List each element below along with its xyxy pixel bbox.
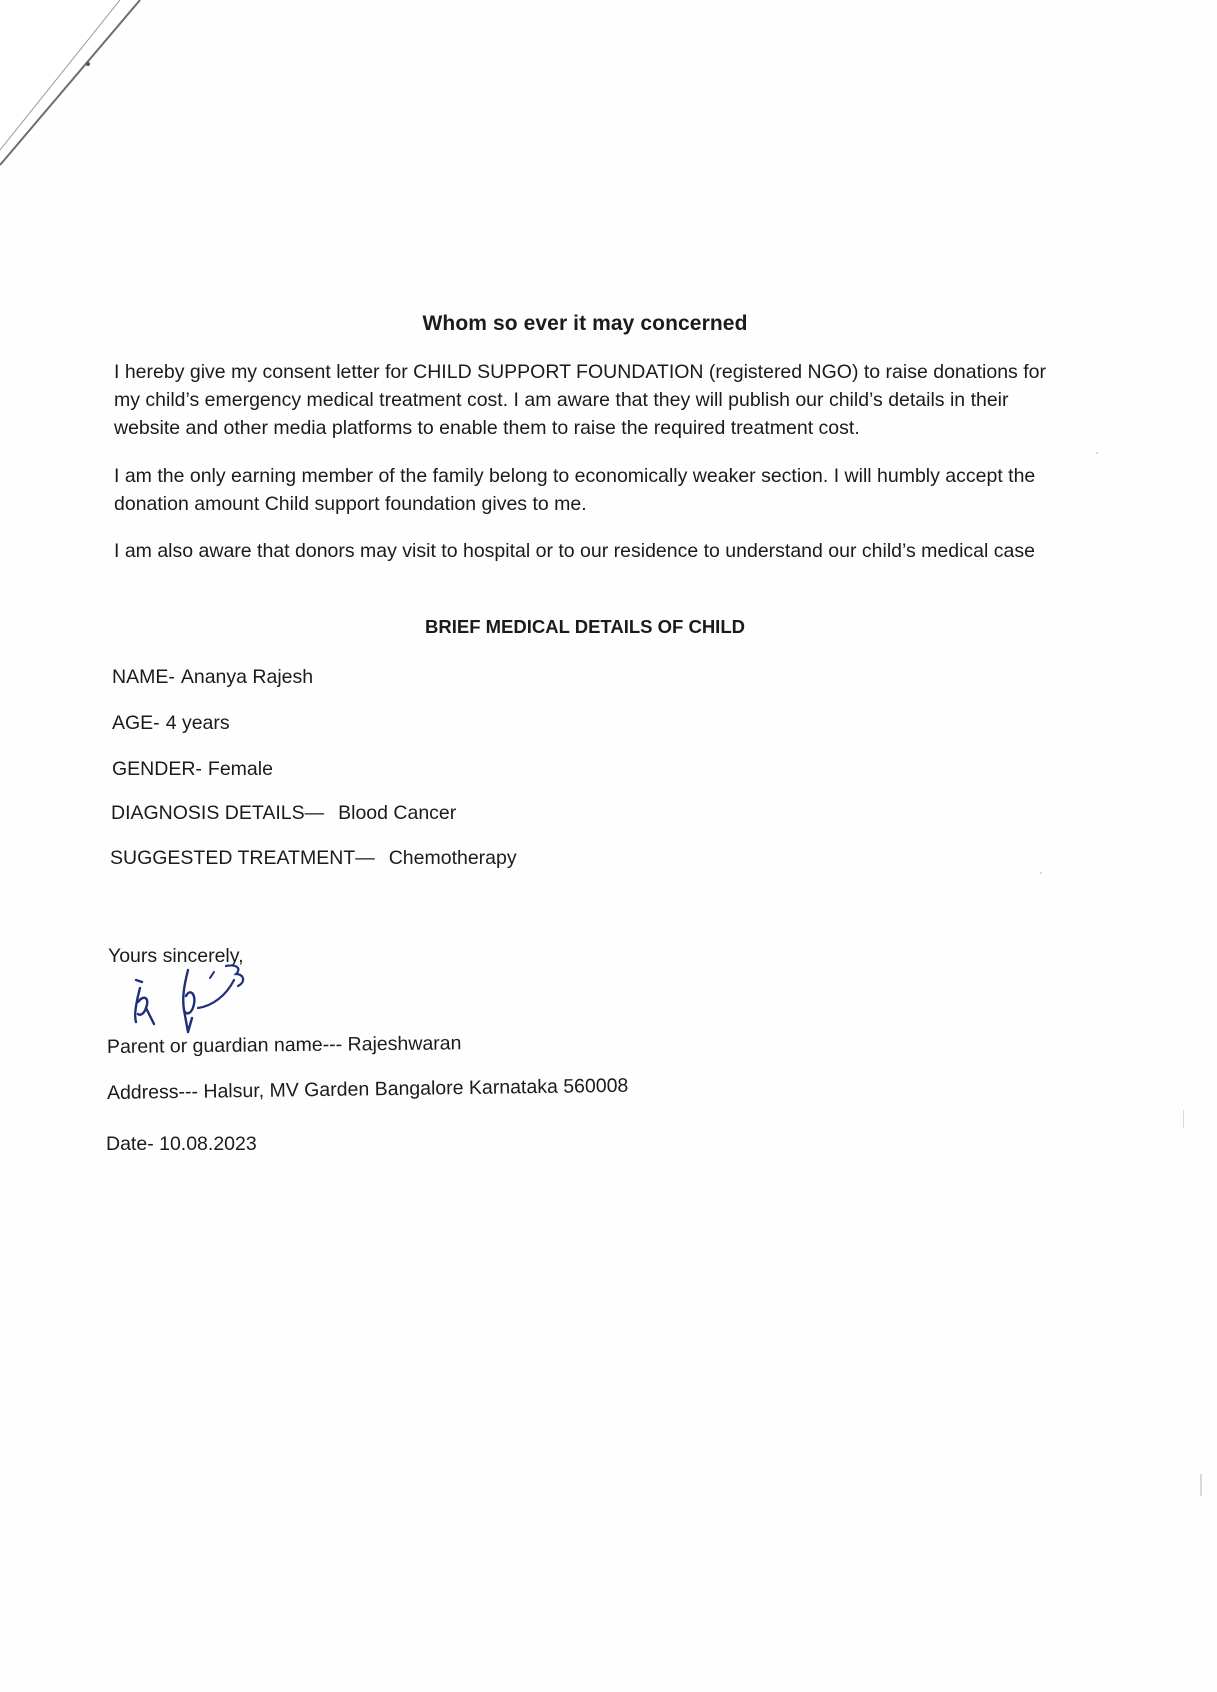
detail-treatment-label: SUGGESTED TREATMENT— [110, 847, 375, 869]
detail-diagnosis-value: Blood Cancer [338, 802, 457, 824]
detail-treatment-value: Chemotherapy [388, 847, 517, 869]
letter-heading: Whom so ever it may concerned [422, 312, 748, 335]
scan-speck [1040, 872, 1042, 874]
detail-diagnosis-label: DIAGNOSIS DETAILS— [111, 802, 325, 824]
signature-stroke [183, 970, 194, 1032]
detail-name-value: Ananya Rajesh [180, 666, 314, 688]
detail-age-value: 4 years [165, 712, 230, 734]
detail-diagnosis [111, 802, 456, 825]
paper-corner-fold [0, 0, 160, 180]
signature-stroke [210, 972, 214, 978]
detail-age [112, 712, 230, 735]
scan-speck [1096, 452, 1098, 454]
detail-gender-label: GENDER- [112, 758, 202, 780]
medical-details-heading: BRIEF MEDICAL DETAILS OF CHILD [425, 616, 745, 637]
economic-status-paragraph: I am the only earning member of the family belong to economically weaker section. I will humbly accept the donation amount Child support foundation gives to me. [114, 465, 1036, 515]
scan-speck [1183, 1110, 1184, 1128]
signature-stroke [135, 980, 154, 1024]
detail-name [112, 666, 313, 689]
scan-speck [1200, 1474, 1202, 1496]
letter-date: Date- 10.08.2023 [106, 1133, 257, 1155]
detail-gender-value: Female [207, 758, 273, 780]
handwritten-signature [126, 958, 266, 1040]
signature-stroke [198, 965, 243, 1008]
guardian-address: Address--- Halsur, MV Garden Bangalore Karnataka 560008 [106, 1074, 629, 1104]
donor-visit-paragraph: I am also aware that donors may visit to hospital or to our residence to understand our child’s medical case [114, 540, 1035, 562]
closing-salutation: Yours sincerely, [108, 945, 244, 967]
guardian-name: Parent or guardian name--- Rajeshwaran [106, 1032, 462, 1058]
consent-paragraph: I hereby give my consent letter for CHILD SUPPORT FOUNDATION (registered NGO) to raise donations for my child’s emergency medical treatment cost. I am aware that they will publish our child’s details in their website and other media platforms to enable them to raise the required treatment cost. [114, 361, 1046, 439]
detail-gender [112, 758, 273, 781]
detail-name-label: NAME- [112, 666, 175, 688]
detail-treatment [110, 847, 517, 870]
detail-age-label: AGE- [112, 712, 160, 734]
